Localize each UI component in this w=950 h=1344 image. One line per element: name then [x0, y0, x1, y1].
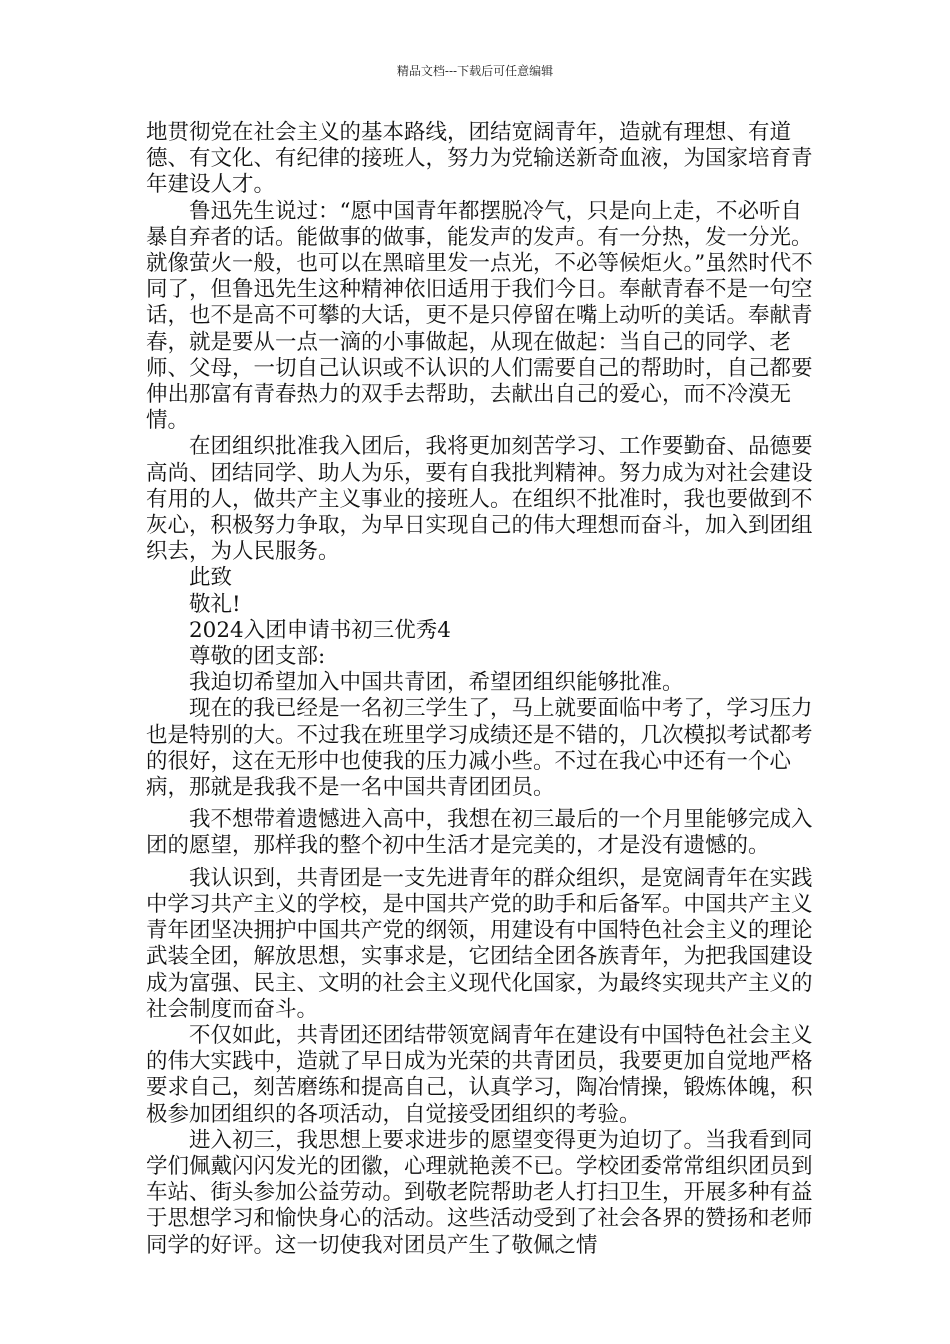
paragraph-3: 在团组织批准我入团后，我将更加刻苦学习、工作要勤奋、品德要高尚、团结同学、助人为乐，要有自我批判精神。努力成为对社会建设有用的人，做共产主义事业的接班人。在组织不批准时，我也要做到不灰心，积极努力争取，为早日实现自己的伟大理想而奋斗，加入到团组织去，为人民服务。	[146, 434, 813, 565]
paragraph-7: 不仅如此，共青团还团结带领宽阔青年在建设有中国特色社会主义的伟大实践中，造就了早日成为光荣的共青团员，我要更加自觉地严格要求自己，刻苦磨练和提高自己，认真学习，陶冶情操，锻炼体魄，积极参加团组织的各项活动，自觉接受团组织的考验。	[146, 1022, 813, 1127]
paragraph-4: 现在的我已经是一名初三学生了，马上就要面临中考了，学习压力也是特别的大。不过我在班里学习成绩还是不错的，几次模拟考试都考的很好，这在无形中也使我的压力减小些。不过在我心中还有一个心病，那就是我我不是一名中国共青团团员。	[146, 696, 813, 801]
paragraph-8: 进入初三，我思想上要求进步的愿望变得更为迫切了。当我看到同学们佩戴闪闪发光的团徽，心理就艳羡不已。学校团委常常组织团员到车站、街头参加公益劳动。到敬老院帮助老人打扫卫生，开展多种有益于思想学习和愉快身心的活动。这些活动受到了社会各界的赞扬和老师同学的好评。这一切使我对团员产生了敬佩之情	[146, 1127, 813, 1258]
paragraph-2: 鲁迅先生说过：“愿中国青年都摆脱冷气，只是向上走，不必听自暴自弃者的话。能做事的做事，能发声的发声。有一分热，发一分光。就像萤火一般，也可以在黑暗里发一点光，不必等候炬火。”虽然时代不同了，但鲁迅先生这种精神依旧适用于我们今日。奉献青春不是一句空话，也不是高不可攀的大话，更不是只停留在嘴上动听的美话。奉献青春，就是要从一点一滴的小事做起，从现在做起：当自己的同学、老师、父母，一切自己认识或不认识的人们需要自己的帮助时，自己都要伸出那富有青春热力的双手去帮助，去献出自己的爱心，而不冷漠无情。	[146, 198, 813, 434]
closing-line-1: 此致	[189, 565, 233, 591]
page-header: 精品文档---下载后可任意编辑	[396, 64, 554, 78]
paragraph-intro: 我迫切希望加入中国共青团，希望团组织能够批准。	[189, 670, 684, 696]
paragraph-1: 地贯彻党在社会主义的基本路线，团结宽阔青年，造就有理想、有道德、有文化、有纪律的接班人，努力为党输送新奇血液，为国家培育青年建设人才。	[146, 120, 813, 198]
salutation: 尊敬的团支部:	[189, 644, 326, 670]
paragraph-6: 我认识到，共青团是一支先进青年的群众组织，是宽阔青年在实践中学习共产主义的学校，是中国共产党的助手和后备军。中国共产主义青年团坚决拥护中国共产党的纲领，用建设有中国特色社会主义的理论武装全团，解放思想，实事求是，它团结全团各族青年，为把我国建设成为富强、民主、文明的社会主义现代化国家，为最终实现共产主义的社会制度而奋斗。	[146, 865, 813, 1022]
section-title: 2024入团申请书初三优秀4	[189, 617, 451, 643]
closing-line-2: 敬礼!	[189, 591, 241, 617]
document-body	[146, 120, 818, 1259]
paragraph-5: 我不想带着遗憾进入高中，我想在初三最后的一个月里能够完成入团的愿望，那样我的整个初中生活才是完美的，才是没有遗憾的。	[146, 807, 813, 859]
